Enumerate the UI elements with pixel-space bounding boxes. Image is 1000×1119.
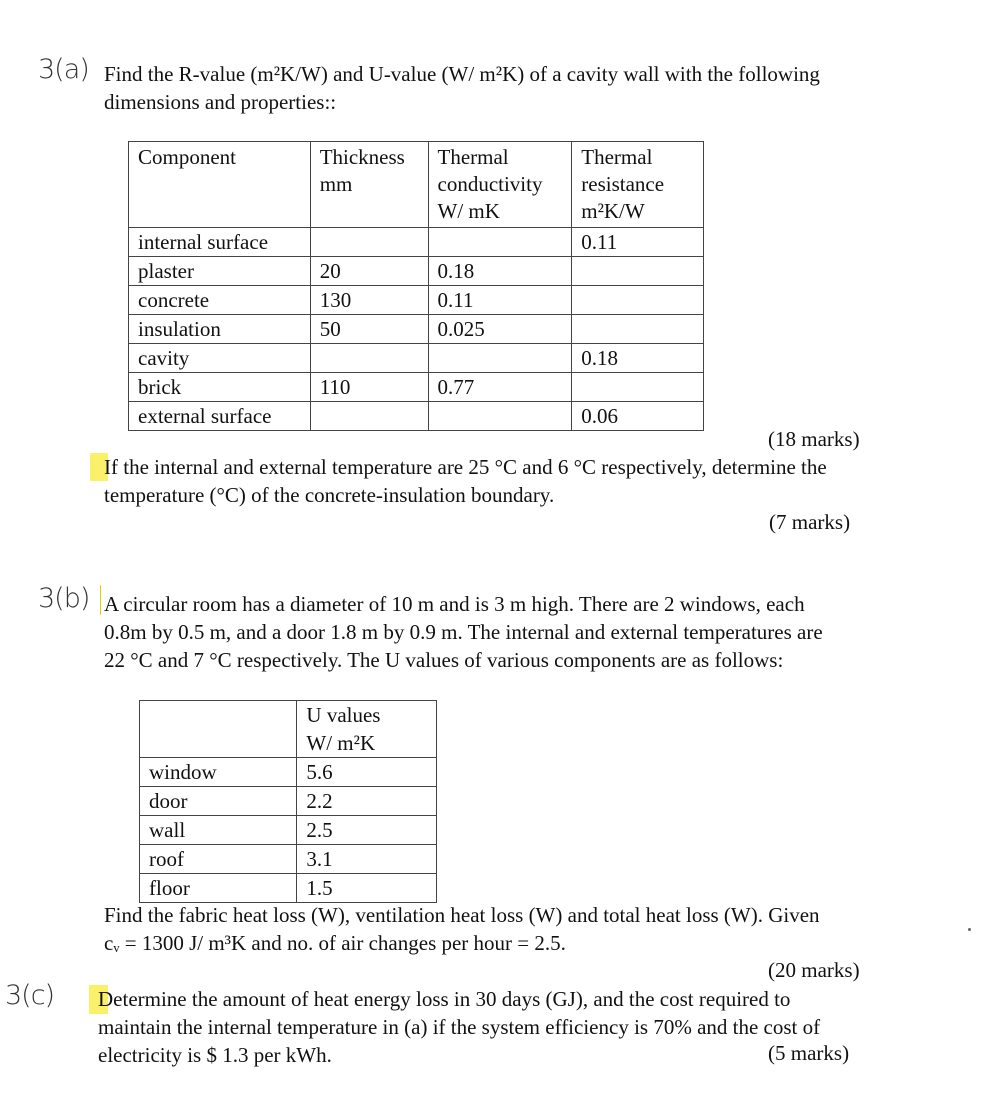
table-row [140, 845, 437, 874]
question-3c-label: 3(c) [5, 980, 55, 1011]
table-cell: cavity [129, 344, 311, 373]
table-row [129, 402, 704, 431]
q3c-line-3: electricity is $ 1.3 per kWh. [98, 1043, 332, 1067]
table-cell: internal surface [129, 228, 311, 257]
table-cell: 0.06 [572, 402, 704, 431]
q3a-sub-line-2: temperature (°C) of the concrete-insulation boundary. [104, 483, 555, 507]
question-3a-label: 3(a) [38, 54, 89, 85]
q3b-line-2: 0.8m by 0.5 m, and a door 1.8 m by 0.9 m. The internal and external temperatures are [104, 620, 823, 644]
table-cell: 20 [310, 257, 428, 286]
table-cell: 1.5 [297, 874, 437, 903]
table-row [129, 257, 704, 286]
table-cell [310, 344, 428, 373]
table-cell: 2.5 [297, 816, 437, 845]
table-row [140, 874, 437, 903]
table-cell: 50 [310, 315, 428, 344]
table-cell [310, 402, 428, 431]
question-3a-subpart [104, 453, 827, 509]
marks-18: (18 marks) [768, 427, 860, 451]
table-row [140, 816, 437, 845]
table-cell: external surface [129, 402, 311, 431]
table-cell: window [140, 758, 297, 787]
table-cell: 0.77 [428, 373, 572, 402]
header-blank [140, 701, 297, 758]
header-component: Component [129, 142, 311, 228]
table-cell [572, 257, 704, 286]
table-row [129, 286, 704, 315]
q3c-line-2: maintain the internal temperature in (a) if the system efficiency is 70% and the cost of [98, 1015, 821, 1039]
table-row [129, 344, 704, 373]
table-cell [572, 286, 704, 315]
table-cell: wall [140, 816, 297, 845]
table-cell: 3.1 [297, 845, 437, 874]
table-cell [428, 402, 572, 431]
table-row [140, 787, 437, 816]
q3c-line-1: Determine the amount of heat energy loss in 30 days (GJ), and the cost required to [98, 987, 791, 1011]
table-row [129, 373, 704, 402]
table-cell: insulation [129, 315, 311, 344]
q3a-sub-line-1: If the internal and external temperature are 25 °C and 6 °C respectively, determine the [104, 455, 827, 479]
table-header-row [129, 142, 704, 228]
table-header-row [140, 701, 437, 758]
table-row [129, 315, 704, 344]
table-cell: 0.11 [572, 228, 704, 257]
question-3b-text [104, 590, 823, 674]
marks-5: (5 marks) [768, 1041, 850, 1065]
table-cell: 2.2 [297, 787, 437, 816]
q3b-after-line-2: cᵥ = 1300 J/ m³K and no. of air changes per hour = 2.5. [104, 931, 566, 955]
table-cell: 0.18 [572, 344, 704, 373]
u-values-table [139, 700, 437, 903]
table-row [129, 228, 704, 257]
table-cell [428, 228, 572, 257]
header-thickness: Thickness mm [310, 142, 428, 228]
header-resistance: Thermal resistance m²K/W [572, 142, 704, 228]
stray-dot [968, 928, 971, 931]
q3a-line-1: Find the R-value (m²K/W) and U-value (W/ m²K) of a cavity wall with the following [104, 62, 820, 86]
question-3a-text [104, 60, 820, 116]
table-cell: door [140, 787, 297, 816]
q3b-line-3: 22 °C and 7 °C respectively. The U values of various components are as follows: [104, 648, 784, 672]
table-cell: roof [140, 845, 297, 874]
table-cell: floor [140, 874, 297, 903]
table-row [140, 758, 437, 787]
question-3b-label: 3(b) [38, 583, 90, 614]
q3b-after-line-1: Find the fabric heat loss (W), ventilation heat loss (W) and total heat loss (W). Given [104, 903, 820, 927]
question-3b-after [104, 901, 820, 957]
table-cell: 5.6 [297, 758, 437, 787]
table-cell: 130 [310, 286, 428, 315]
q3b-line-1: A circular room has a diameter of 10 m and is 3 m high. There are 2 windows, each [104, 592, 805, 616]
q3a-line-2: dimensions and properties:: [104, 90, 337, 114]
table-cell: 0.025 [428, 315, 572, 344]
table-cell [428, 344, 572, 373]
highlight-stroke [100, 585, 101, 615]
table-cell [572, 373, 704, 402]
header-conductivity: Thermal conductivity W/ mK [428, 142, 572, 228]
table-cell: 110 [310, 373, 428, 402]
table-cell: brick [129, 373, 311, 402]
table-cell: 0.18 [428, 257, 572, 286]
table-cell: concrete [129, 286, 311, 315]
table-cell [310, 228, 428, 257]
cavity-wall-table [128, 141, 704, 431]
table-cell: plaster [129, 257, 311, 286]
header-u-values: U values W/ m²K [297, 701, 437, 758]
question-3c-text [98, 985, 820, 1069]
table-cell [572, 315, 704, 344]
marks-7: (7 marks) [769, 510, 851, 534]
marks-20: (20 marks) [768, 958, 860, 982]
table-cell: 0.11 [428, 286, 572, 315]
